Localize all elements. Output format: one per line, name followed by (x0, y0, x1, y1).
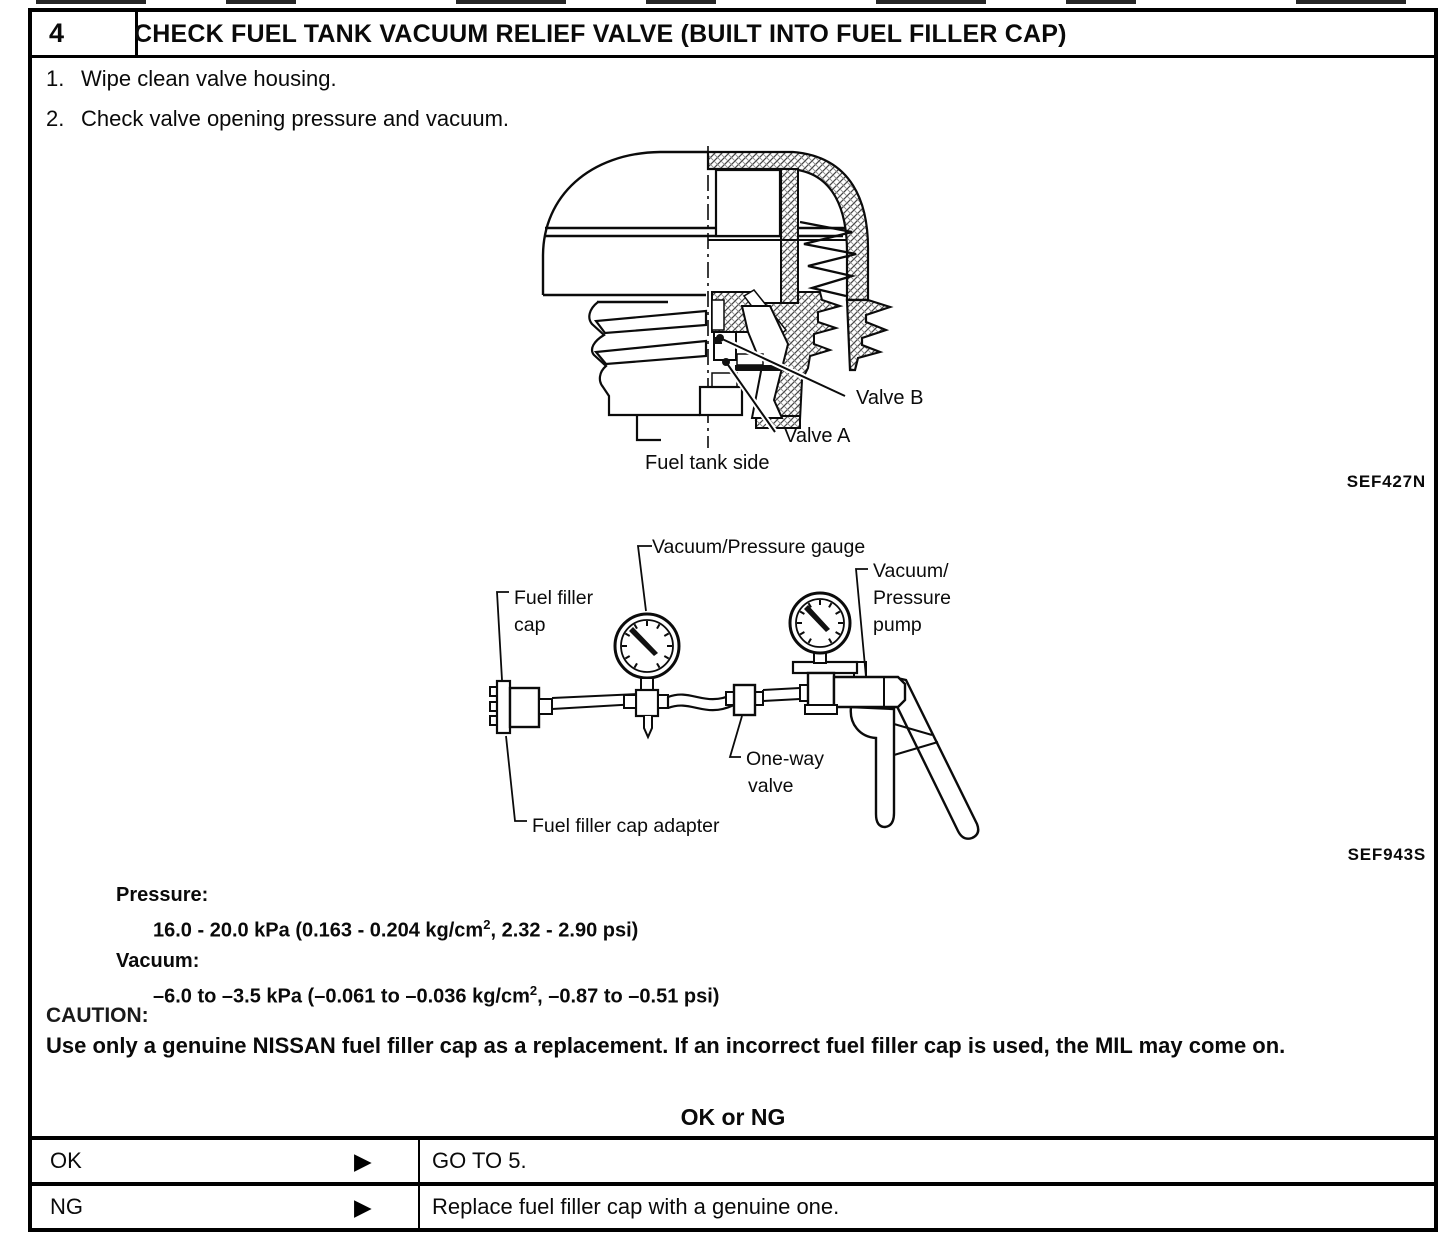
scan-artifact (36, 0, 1416, 4)
vacuum-pressure-gauge-right (790, 593, 850, 653)
valve-b-label: Valve B (856, 387, 924, 409)
caution-block (46, 1002, 1386, 1061)
instruction-step (46, 104, 509, 134)
pressure-value-text: 16.0 - 20.0 kPa (0.163 - 0.204 kg/cm (153, 919, 484, 942)
cap-dome-outline (543, 152, 846, 302)
pump-body (834, 677, 905, 707)
filler-cap-label: cap (514, 614, 546, 636)
procedure-title: CHECK FUEL TANK VACUUM RELIEF VALVE (BUILT INTO FUEL FILLER CAP) (134, 20, 1067, 48)
vacuum-pressure-pump (793, 650, 978, 839)
column-divider (418, 1186, 420, 1228)
step-text: Wipe clean valve housing. (81, 66, 337, 91)
pressure-superscript: 2 (483, 917, 491, 932)
result-row-ng (32, 1182, 1434, 1228)
step-number: 4 (32, 12, 138, 55)
result-action: GO TO 5. (432, 1148, 527, 1173)
one-way-valve-label: valve (748, 775, 794, 797)
adapter-label: Fuel filler cap adapter (532, 815, 720, 837)
vacuum-superscript: 2 (529, 982, 538, 998)
result-status: OK (50, 1148, 82, 1173)
result-action: Replace fuel filler cap with a genuine one. (432, 1194, 840, 1219)
pump-grip (851, 707, 894, 827)
result-arrow-icon: ▶ (354, 1148, 372, 1174)
pressure-value-text: , 2.32 - 2.90 psi) (490, 919, 639, 942)
fuel-filler-cap-diagram (490, 140, 1120, 485)
result-row-ok (32, 1136, 1434, 1182)
pump-label: pump (873, 614, 922, 636)
tube-valve-to-pump (763, 685, 814, 701)
hose-gauge-to-valve (668, 694, 734, 710)
figure-ref-code: SEF943S (1347, 845, 1426, 864)
gauge-needle (629, 627, 658, 656)
valve-a-label: Valve A (784, 425, 851, 447)
result-status: NG (50, 1194, 83, 1219)
valve-a-point (722, 358, 730, 366)
figure-ref-code: SEF427N (1346, 472, 1426, 491)
fuel-filler-cap-assembly (490, 681, 552, 733)
caution-label: CAUTION: (46, 1004, 149, 1027)
pump-foot (805, 705, 837, 714)
vacuum-spec-label: Vacuum: (116, 949, 200, 972)
pump-label: Vacuum/ (873, 560, 949, 582)
valve-b-point (716, 334, 724, 342)
filler-cap-label: Fuel filler (514, 587, 594, 609)
one-way-valve (726, 685, 763, 715)
spec-block (116, 880, 719, 1011)
pressure-spec-value (153, 910, 719, 946)
test-setup-diagram (480, 530, 1000, 850)
step-text: Check valve opening pressure and vacuum. (81, 106, 510, 131)
caution-text: Use only a genuine NISSAN fuel filler cap as a replacement. If an incorrect fuel filler cap is used, the MIL may come on. (46, 1033, 1286, 1058)
one-way-valve-label: One-way (746, 748, 825, 770)
fuel-tank-side-label: Fuel tank side (645, 452, 770, 474)
gauge-label: Vacuum/Pressure gauge (652, 536, 866, 558)
instruction-list (46, 64, 509, 144)
pump-label: Pressure (873, 587, 952, 609)
procedure-header (32, 12, 1434, 58)
vacuum-value-text: , –0.87 to –0.51 psi) (537, 985, 720, 1008)
step-index: 1. (46, 66, 65, 91)
step-index: 2. (46, 106, 65, 131)
column-divider (418, 1140, 420, 1182)
result-arrow-icon: ▶ (354, 1194, 372, 1220)
result-heading: OK or NG (680, 1104, 786, 1130)
procedure-card (28, 8, 1438, 1232)
vacuum-value-text: –6.0 to –3.5 kPa (–0.061 to –0.036 kg/cm (153, 985, 530, 1008)
vacuum-pressure-gauge-left (615, 614, 679, 737)
pressure-spec-label: Pressure: (116, 884, 209, 906)
instruction-step (46, 64, 509, 94)
